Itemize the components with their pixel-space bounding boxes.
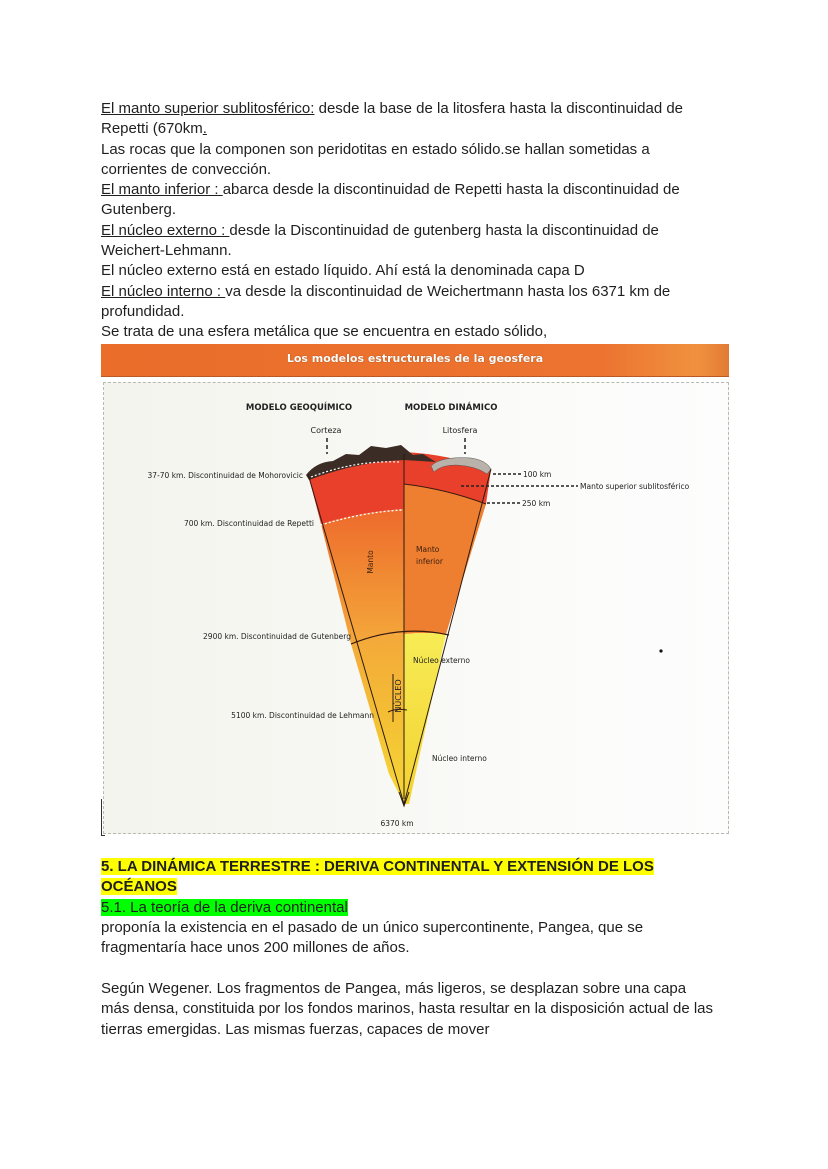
- intro-text: [101, 99, 741, 343]
- term-nucleo-interno: El núcleo interno :: [101, 282, 226, 300]
- label-gutenberg: 2900 km. Discontinuidad de Gutenberg: [203, 632, 351, 641]
- label-100km: 100 km: [523, 470, 552, 479]
- subsection-title: 5.1. La teoría de la deriva continental: [101, 898, 348, 916]
- label-250km: 250 km: [522, 499, 551, 508]
- label-moho: 37-70 km. Discontinuidad de Mohorovicic: [147, 471, 303, 480]
- section-heading-line2: OCÉANOS: [101, 878, 177, 896]
- label-nucleo-externo: Núcleo externo: [413, 656, 470, 665]
- label-manto-inferior-1: Manto: [416, 545, 440, 554]
- earth-layers-diagram: [101, 344, 729, 834]
- label-manto: Manto: [366, 550, 375, 574]
- section-heading: [101, 857, 741, 877]
- model-geoquimico-heading: MODELO GEOQUÍMICO: [245, 403, 353, 413]
- paragraph-nucleo-interno: [101, 282, 741, 302]
- text: abarca desde la discontinuidad de Repetti hasta la discontinuidad de: [222, 181, 680, 199]
- geosphere-figure: [101, 344, 729, 834]
- stray-dot: [659, 649, 662, 652]
- text: desde la base de la litosfera hasta la discontinuidad de: [314, 100, 684, 117]
- text-line: proponía la existencia en el pasado de un único supercontinente, Pangea, que se: [101, 918, 644, 936]
- text-line: [101, 119, 741, 139]
- text: Repetti (670km: [101, 120, 203, 138]
- section-heading-line1: 5. LA DINÁMICA TERRESTRE : DERIVA CONTINENTAL Y EXTENSIÓN DE LOS: [101, 858, 654, 875]
- subsection-heading: [101, 898, 741, 918]
- term-nucleo-externo: El núcleo externo :: [101, 221, 230, 239]
- text-line: tierras emergidas. Las mismas fuerzas, capaces de mover: [101, 1020, 490, 1038]
- label-depth: 6370 km: [380, 819, 414, 828]
- term-manto-inferior: El manto inferior :: [101, 181, 223, 199]
- text-line: Weichert-Lehmann.: [101, 242, 232, 260]
- label-manto-superior: Manto superior sublitosférico: [580, 482, 690, 491]
- paragraph-manto-superior: [101, 99, 741, 119]
- text-line: Según Wegener. Los fragmentos de Pangea, más ligeros, se desplazan sobre una capa: [101, 980, 687, 997]
- label-repetti: 700 km. Discontinuidad de Repetti: [183, 519, 314, 528]
- section-5: [101, 857, 741, 958]
- label-manto-inferior-2: inferior: [416, 557, 443, 566]
- paragraph-wegener: [101, 979, 741, 1040]
- term-manto-superior: El manto superior sublitosférico:: [101, 100, 315, 117]
- section-heading-cont: [101, 877, 741, 897]
- label-corteza: Corteza: [310, 426, 342, 435]
- text-line: fragmentaría hace unos 200 millones de años.: [101, 939, 410, 957]
- text-line: Las rocas que la componen son peridotitas en estado sólido.se hallan sometidas a: [101, 140, 650, 158]
- text: desde la Discontinuidad de gutenberg hasta la discontinuidad de: [229, 221, 659, 239]
- label-nucleo: NÚCLEO: [394, 679, 403, 713]
- text-line: Se trata de una esfera metálica que se encuentra en estado sólido,: [101, 323, 548, 341]
- label-lehmann: 5100 km. Discontinuidad de Lehmann: [231, 711, 374, 720]
- label-litosfera: Litosfera: [442, 426, 478, 435]
- text-line: Gutenberg.: [101, 201, 177, 219]
- paragraph-manto-inferior: [101, 180, 741, 200]
- text: .: [202, 120, 207, 138]
- figure-title: Los modelos estructurales de la geosfera: [286, 352, 544, 365]
- text: va desde la discontinuidad de Weichertmann hasta los 6371 km de: [225, 282, 671, 300]
- model-dinamico-heading: MODELO DINÁMICO: [404, 403, 498, 413]
- text-line: más densa, constituida por los fondos marinos, hasta resultar en la disposición actual de las: [101, 1000, 714, 1018]
- paragraph-nucleo-externo: [101, 221, 741, 241]
- geo-mantle: [321, 509, 404, 644]
- text-line: corrientes de convección.: [101, 160, 272, 178]
- text-line: profundidad.: [101, 302, 185, 320]
- text-line: El núcleo externo está en estado líquido. Ahí está la denominada capa D: [101, 262, 585, 280]
- label-nucleo-interno: Núcleo interno: [432, 754, 487, 763]
